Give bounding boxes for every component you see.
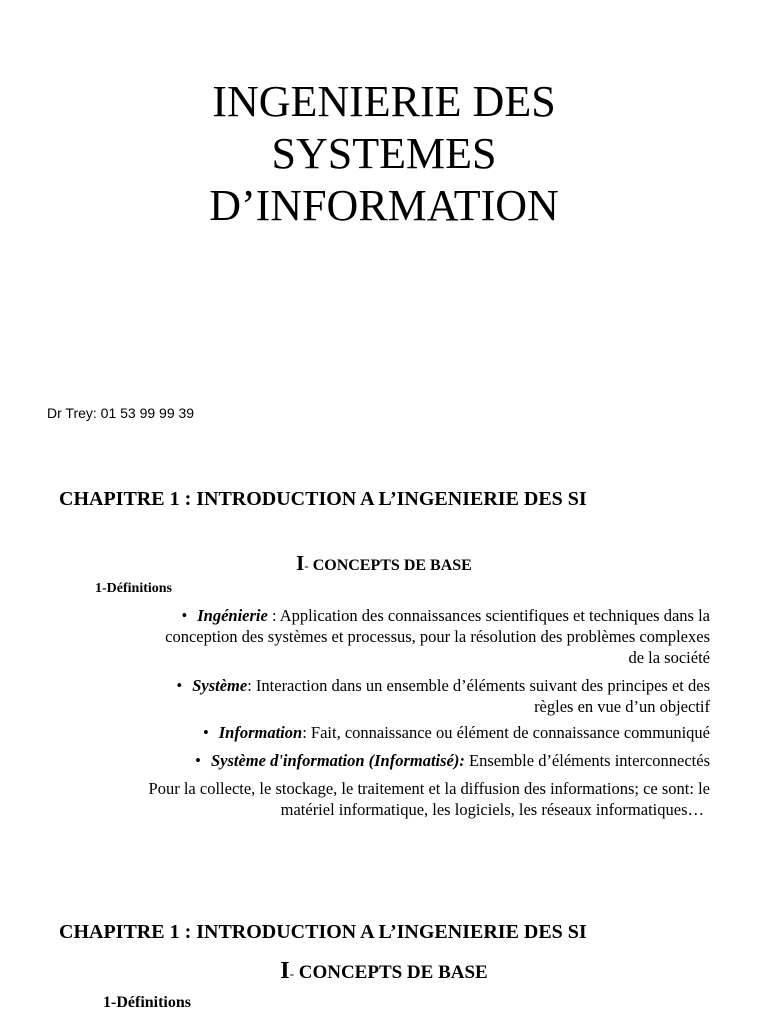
definition-systeme — [70, 675, 710, 717]
definition-text: règles en vue d’un objectif — [534, 697, 710, 716]
definition-text: : Application des connaissances scientifiques et techniques dans la — [267, 606, 710, 625]
section-title: CONCEPTS DE BASE — [293, 962, 488, 983]
definition-ingenierie — [70, 605, 710, 668]
definition-paragraph — [30, 778, 710, 820]
section-title: CONCEPTS DE BASE — [308, 557, 472, 574]
section-heading-repeat — [0, 958, 768, 985]
section-numeral: I — [296, 551, 305, 575]
title-line-1: INGENIERIE DES — [212, 77, 556, 126]
definition-text: conception des systèmes et processus, pour la résolution des problèmes complexes — [165, 627, 710, 646]
author-contact: Dr Trey: 01 53 99 99 39 — [47, 405, 195, 421]
definition-information — [70, 722, 710, 743]
title-line-2: SYSTEMES — [271, 129, 497, 178]
section-dash: - — [304, 558, 309, 573]
document-title — [0, 76, 768, 232]
chapter-heading-repeat: CHAPITRE 1 : INTRODUCTION A L’INGENIERIE DES SI — [59, 921, 587, 943]
definition-text: : Interaction dans un ensemble d’éléments suivant des principes et des — [247, 676, 710, 695]
definition-systeme-information — [70, 750, 710, 771]
definition-term: Information — [218, 723, 303, 742]
bullet-icon: • — [202, 723, 209, 742]
bullet-icon: • — [181, 606, 188, 625]
subsection-heading-repeat: 1-Définitions — [103, 994, 191, 1011]
definition-term: Système d'information (Informatisé): — [210, 751, 465, 770]
paragraph-line-1: Pour la collecte, le stockage, le traitement et la diffusion des informations; ce sont: le — [148, 779, 710, 798]
chapter-heading: CHAPITRE 1 : INTRODUCTION A L’INGENIERIE DES SI — [59, 488, 587, 510]
paragraph-line-2: matériel informatique, les logiciels, les réseaux informatiques… — [280, 800, 704, 819]
section-heading — [0, 551, 768, 576]
subsection-heading: 1-Définitions — [95, 581, 172, 596]
bullet-icon: • — [195, 751, 201, 770]
definition-text: : Fait, connaissance ou élément de connaissance communiqué — [302, 723, 710, 742]
title-line-3: D’INFORMATION — [209, 181, 559, 230]
definition-text: Ensemble d’éléments interconnectés — [464, 751, 710, 770]
definition-text: de la société — [628, 648, 710, 667]
definition-term: Ingénierie — [197, 606, 268, 625]
section-numeral: I — [280, 958, 290, 984]
bullet-icon: • — [176, 676, 183, 695]
definition-term: Système — [192, 676, 248, 695]
section-dash: - — [289, 966, 294, 981]
